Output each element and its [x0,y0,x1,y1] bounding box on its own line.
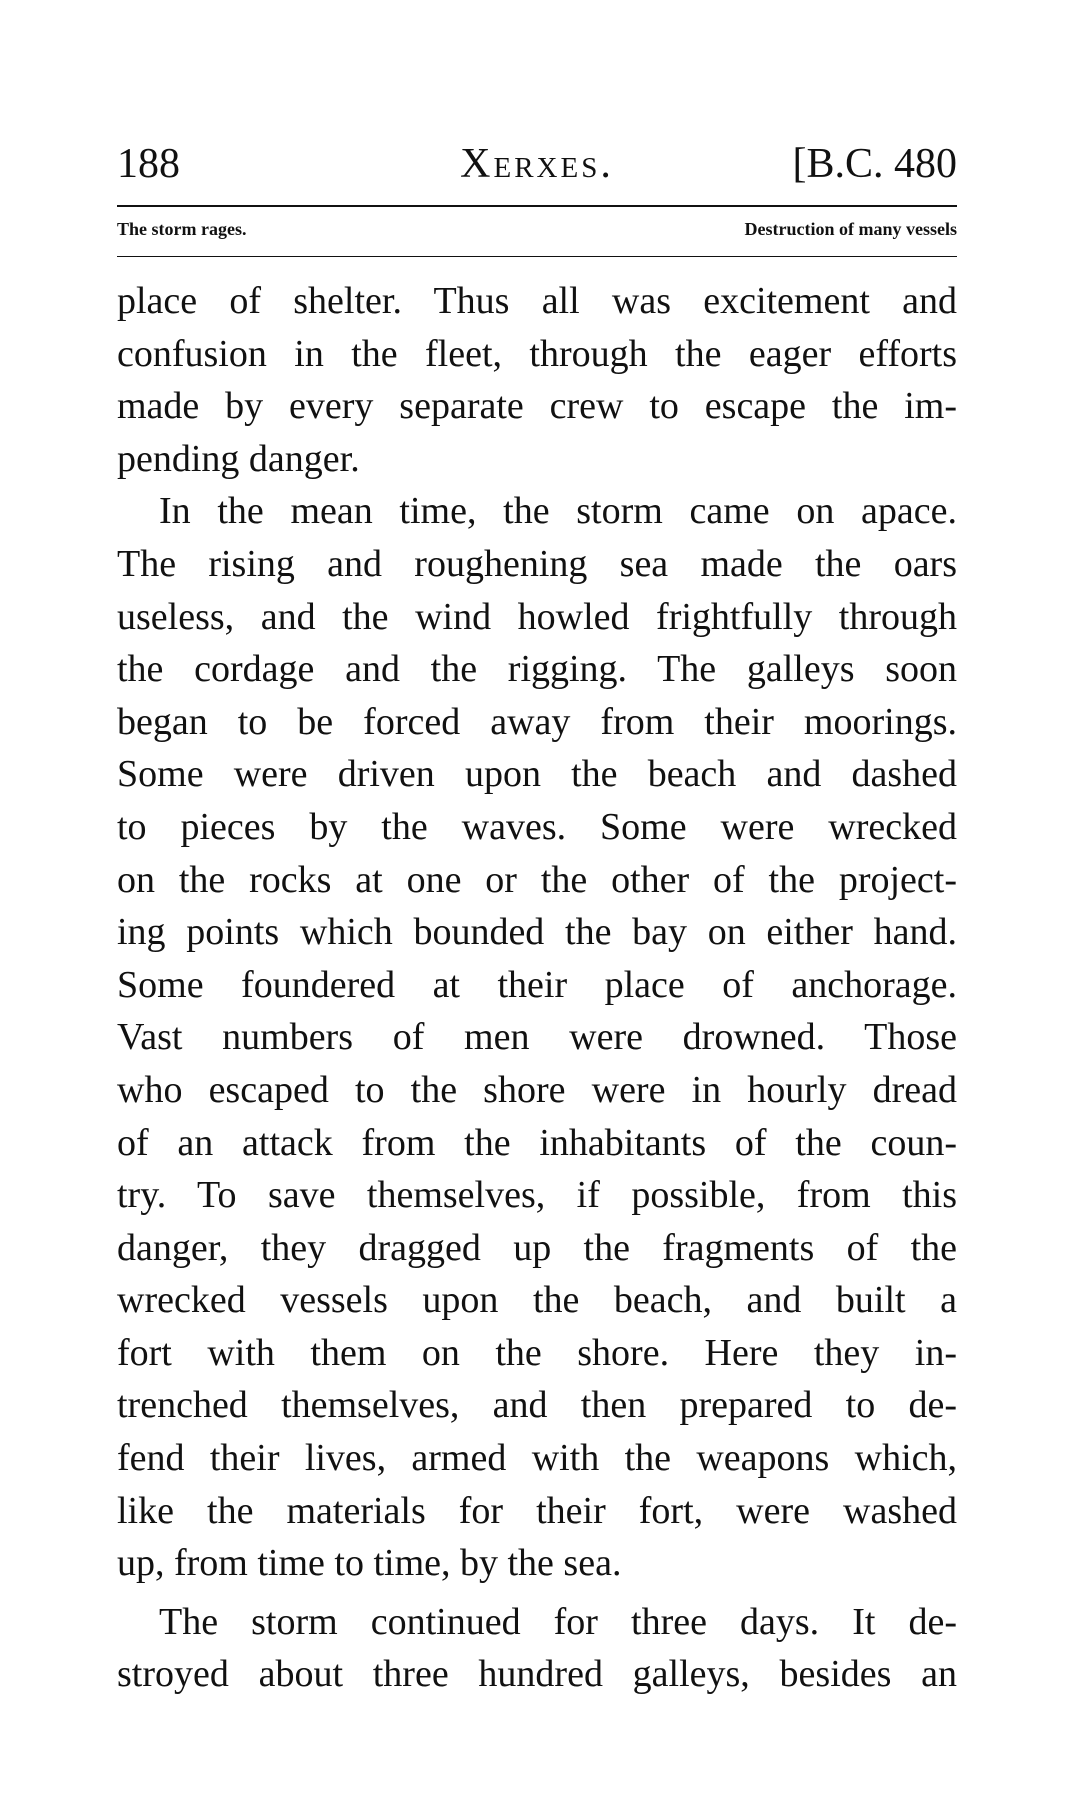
text-line: like the materials for their fort, were washed [117,1489,957,1532]
text-line: fort with them on the shore. Here they in- [117,1331,957,1374]
page-header [117,138,957,190]
page-number: 188 [117,141,180,187]
paragraph [117,485,957,1589]
body-text [117,275,957,1701]
text-line: trenched themselves, and then prepared to de- [117,1384,957,1427]
text-line: who escaped to the shore were in hourly dread [117,1068,957,1111]
text-line: of an attack from the inhabitants of the coun- [117,1121,957,1164]
text-line: place of shelter. Thus all was excitement and [117,280,957,322]
text-line: Some were driven upon the beach and dashed [117,753,957,796]
sidenote-right: Destruction of many vessels [744,219,957,239]
paragraph [117,275,957,485]
text-line: began to be forced away from their moorings. [117,700,957,743]
text-line: stroyed about three hundred galleys, besides an [117,1653,957,1696]
text-line: confusion in the fleet, through the eager efforts [117,332,957,375]
paragraph [117,1596,957,1701]
text-line: to pieces by the waves. Some were wrecked [117,805,957,848]
text-line: made by every separate crew to escape the im- [117,385,957,428]
sidenote-left: The storm rages. [117,219,247,239]
text-line: Vast numbers of men were drowned. Those [117,1016,957,1059]
text-line: pending danger. [117,437,360,480]
text-line: useless, and the wind howled frightfully through [117,595,957,638]
text-line: on the rocks at one or the other of the project- [117,858,957,901]
text-line: The storm continued for three days. It de- [159,1600,957,1643]
text-line: In the mean time, the storm came on apace. [159,490,957,533]
sidenote-rule [117,256,957,257]
text-line: The rising and roughening sea made the oars [117,542,957,585]
text-line: the cordage and the rigging. The galleys soon [117,648,957,691]
running-title: Xerxes. [460,141,614,187]
text-line: wrecked vessels upon the beach, and built a [117,1279,957,1322]
text-line: fend their lives, armed with the weapons which, [117,1437,957,1480]
text-line: danger, they dragged up the fragments of the [117,1226,957,1269]
text-line: ing points which bounded the bay on either hand. [117,911,957,954]
header-date: [B.C. 480 [792,141,957,187]
text-line: up, from time to time, by the sea. [117,1542,622,1585]
header-rule [117,205,957,207]
text-line: Some foundered at their place of anchorage. [117,963,957,1006]
text-line: try. To save themselves, if possible, from this [117,1174,957,1217]
